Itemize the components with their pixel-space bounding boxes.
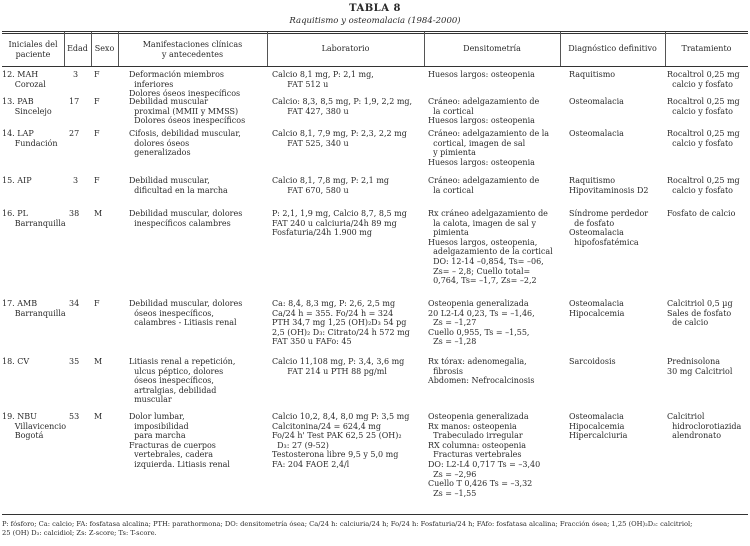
cell-paciente: 15. AIP	[2, 176, 32, 185]
cell-diagnostico: Síndrome perdedor de fosfato Osteomalacia hipofosfatémica	[569, 209, 649, 247]
cell-diagnostico: Osteomalacia Hipocalcemia Hipercalciuria	[569, 412, 628, 441]
table-title: TABLA 8	[349, 3, 401, 14]
cell-laboratorio: Calcio 8,1, 7,8 mg, P: 2,1 mg FAT 670, 580 u	[272, 176, 390, 195]
cell-tratamiento: Rocaltrol 0,25 mg calcio y fosfato	[667, 97, 740, 116]
cell-diagnostico: Raquitismo Hipovitaminosis D2	[569, 176, 649, 195]
header-tratamiento: Tratamiento	[681, 44, 732, 53]
cell-sexo: F	[94, 97, 100, 106]
cell-laboratorio: P: 2,1, 1,9 mg, Calcio 8,7, 8,5 mg FAT 240 u calciuria/24h 89 mg Fosfaturia/24h 1.900 mg	[272, 209, 407, 238]
cell-densitometria: Cráneo: adelgazamiento de la cortical, imagen de sal y pimienta Huesos largos: osteopenia	[428, 129, 550, 167]
cell-diagnostico: Raquitismo	[569, 70, 616, 79]
bottom-rule	[2, 514, 748, 515]
cell-laboratorio: Ca: 8,4, 8,3 mg, P: 2,6, 2,5 mg Ca/24 h = 355. Fo/24 h = 324 PTH 34,7 mg 1,25 (OH)₂D₃ 54 pg 2,5 (OH)₂ D₃: Citrato/24 h 572 mg FAT 350 u FAFo: 45	[272, 299, 410, 347]
cell-diagnostico: Osteomalacia	[569, 129, 624, 138]
cell-laboratorio: Calcio: 8,3, 8,5 mg, P: 1,9, 2,2 mg, FAT 427, 380 u	[272, 97, 413, 116]
cell-sexo: F	[94, 70, 100, 79]
header-manifestaciones: Manifestaciones clínicas y antecedentes	[142, 40, 243, 59]
header-diagnostico: Diagnóstico definitivo	[568, 44, 657, 53]
cell-sexo: F	[94, 129, 100, 138]
cell-laboratorio: Calcio 10,2, 8,4, 8,0 mg P: 3,5 mg Calcitonina/24 = 624,4 mg Fo/24 h' Test PAK 62,5 25 (OH)₂ D₃: 27 (9-52) Testosterona libre 9,5 y 5,0 mg FA: 204 FAOE 2,4/l	[272, 412, 410, 469]
cell-tratamiento: Fosfato de calcio	[667, 209, 736, 218]
header-edad: Edad	[67, 44, 88, 53]
cell-sexo: M	[94, 209, 103, 218]
top-rule-double	[2, 33, 748, 34]
header-laboratorio: Laboratorio	[321, 44, 370, 53]
cell-edad: 35	[69, 357, 80, 366]
cell-densitometria: Huesos largos: osteopenia	[428, 70, 535, 79]
cell-manifestaciones: Debilidad muscular, dificultad en la marcha	[129, 176, 228, 195]
cell-manifestaciones: Debilidad muscular proximal (MMII y MMSS) Dolores óseos inespecíficos	[129, 97, 246, 126]
cell-paciente: 16. PL Barranquilla	[2, 209, 66, 228]
cell-sexo: F	[94, 176, 100, 185]
cell-densitometria: Osteopenia generalizada 20 L2-L4 0,23, Ts = –1,46, Zs = –1,27 Cuello 0,955, Ts = –1,55, Zs = –1,28	[428, 299, 535, 347]
cell-manifestaciones: Litiasis renal a repetición, ulcus péptico, dolores óseos inespecíficos, artralgias, debilidad muscular	[129, 357, 236, 405]
cell-tratamiento: Rocaltrol 0,25 mg calcio y fosfato	[667, 176, 740, 195]
cell-diagnostico: Osteomalacia	[569, 97, 624, 106]
table-footnote: P: fósforo; Ca: calcio; FA: fosfatasa alcalina; PTH: parathormona; DO: densitometría ósea; Ca/24 h: calciuria/24 h; Fo/24 h: Fosfaturia/24 h; FAfo: fosfatasa alcalina; Fracción ósea; 1,25 (OH)₂D₃: calcitriol; 25 (OH) D₃: calcidiol; Zs: Z-score; Ts: T-score.	[2, 520, 693, 537]
cell-manifestaciones: Deformación miembros inferiores Dolores óseos inespecíficos	[129, 70, 241, 99]
cell-paciente: 14. LAP Fundación	[2, 129, 58, 148]
cell-manifestaciones: Debilidad muscular, dolores óseos inespecíficos, calambres - Litiasis renal	[129, 299, 243, 328]
cell-paciente: 19. NBU Villavicencio Bogotá	[2, 412, 67, 441]
cell-tratamiento: Rocaltrol 0,25 mg calcio y fosfato	[667, 70, 740, 89]
cell-paciente: 17. AMB Barranquilla	[2, 299, 66, 318]
cell-tratamiento: Rocaltrol 0,25 mg calcio y fosfato	[667, 129, 740, 148]
table-subtitle: Raquitismo y osteomalacia (1984-2000)	[289, 16, 461, 26]
cell-edad: 3	[73, 70, 79, 79]
cell-laboratorio: Calcio 11,108 mg, P: 3,4, 3,6 mg FAT 214 u PTH 88 pg/ml	[272, 357, 405, 376]
cell-densitometria: Cráneo: adelgazamiento de la cortical	[428, 176, 540, 195]
header-paciente: Iniciales del paciente	[8, 40, 58, 59]
cell-manifestaciones: Dolor lumbar, imposibilidad para marcha Fracturas de cuerpos vertebrales, cadera izquierda. Litiasis renal	[129, 412, 230, 469]
cell-edad: 53	[69, 412, 80, 421]
cell-paciente: 18. CV	[2, 357, 30, 366]
cell-paciente: 12. MAH Corozal	[2, 70, 46, 89]
cell-laboratorio: Calcio 8,1 mg, P: 2,1 mg, FAT 512 u	[272, 70, 374, 89]
header-rule	[2, 66, 748, 67]
cell-tratamiento: Prednisolona 30 mg Calcitriol	[667, 357, 733, 376]
top-rule	[2, 31, 748, 32]
cell-densitometria: Osteopenia generalizada Rx manos: osteopenia Trabeculado irregular RX columna: osteopenia Fracturas vertebrales DO: L2-L4 0,717 Ts = –3,40 Zs = –2,96 Cuello T 0,426 Ts = –3,32 Zs = –1,55	[428, 412, 541, 498]
cell-diagnostico: Sarcoidosis	[569, 357, 616, 366]
cell-edad: 3	[73, 176, 79, 185]
cell-tratamiento: Calcitriol 0,5 µg Sales de fosfato de calcio	[667, 299, 733, 328]
cell-densitometria: Rx cráneo adelgazamiento de la calota, imagen de sal y pimienta Huesos largos, osteopenia, adelgazamiento de la cortical DO: 12-14 –0,854, Ts= –06, Zs= – 2,8; Cuello total= 0,764, Ts= –1,7, Zs= –2,2	[428, 209, 553, 286]
cell-edad: 34	[69, 299, 80, 308]
cell-sexo: M	[94, 412, 103, 421]
cell-edad: 27	[69, 129, 80, 138]
cell-diagnostico: Osteomalacia Hipocalcemia	[569, 299, 625, 318]
cell-sexo: M	[94, 357, 103, 366]
cell-laboratorio: Calcio 8,1, 7,9 mg, P: 2,3, 2,2 mg FAT 525, 340 u	[272, 129, 407, 148]
cell-edad: 17	[69, 97, 80, 106]
header-densitometria: Densitometría	[463, 44, 521, 53]
header-sexo: Sexo	[94, 44, 115, 53]
cell-sexo: F	[94, 299, 100, 308]
cell-tratamiento: Calcitriol hidroclorotiazida alendronato	[667, 412, 742, 441]
cell-densitometria: Cráneo: adelgazamiento de la cortical Huesos largos: osteopenia	[428, 97, 540, 126]
cell-manifestaciones: Debilidad muscular, dolores inespecíficos calambres	[129, 209, 243, 228]
cell-manifestaciones: Cifosis, debilidad muscular, dolores óseos generalizados	[129, 129, 241, 158]
cell-edad: 38	[69, 209, 80, 218]
cell-densitometria: Rx tórax: adenomegalia, fibrosis Abdomen: Nefrocalcinosis	[428, 357, 535, 386]
cell-paciente: 13. PAB Sincelejo	[2, 97, 52, 116]
